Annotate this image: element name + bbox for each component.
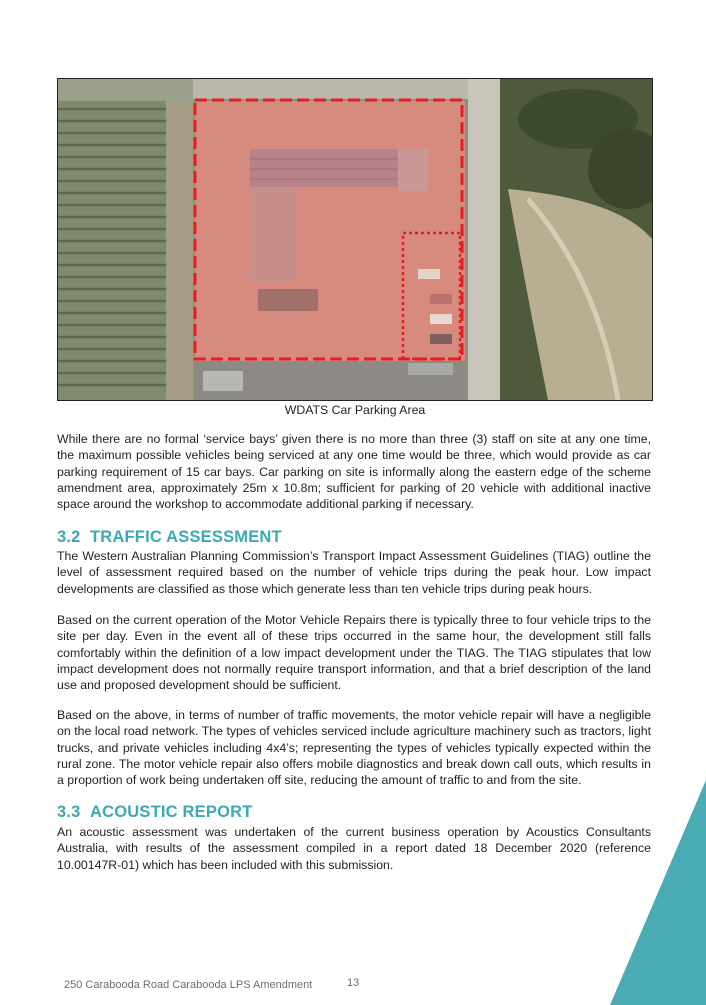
section-number: 3.3 bbox=[57, 803, 81, 821]
corner-accent-triangle bbox=[610, 780, 706, 1005]
section-title: TRAFFIC ASSESSMENT bbox=[90, 528, 282, 546]
tiag-paragraph: The Western Australian Planning Commission’s Transport Impact Assessment Guidelines (TIAG) outline the level of assessment required based on the number of vehicle trips during the peak hour. Low impact developments are classified as those which generate less than ten vehicle trips during peak hours. bbox=[57, 549, 651, 596]
aerial-site-image bbox=[57, 78, 653, 401]
footer-document-title: 250 Carabooda Road Carabooda LPS Amendment bbox=[64, 979, 313, 991]
current-operation-paragraph: Based on the current operation of the Motor Vehicle Repairs there is typically three to four vehicle trips to the site per day. Even in the event all of these trips occurred in the same hour, the development still falls comfortably within the definition of a low impact development under the TIAG. The TIAG stipulates that low impact development does not normally require transport information, and that a brief description of the land use and proposed development should be sufficient. bbox=[57, 613, 651, 693]
traffic-movements-paragraph: Based on the above, in terms of number of traffic movements, the motor vehicle repair will have a negligible on the local road network. The types of vehicles serviced include agriculture machinery such as tractors, light trucks, and private vehicles including 4x4’s; representing the types of vehicles typically expected within the rural zone. The motor vehicle repair also offers mobile diagnostics and break down call outs, which results in a proportion of work being undertaken off site, reducing the amount of traffic to and from the site. bbox=[57, 708, 651, 788]
section-title: ACOUSTIC REPORT bbox=[90, 803, 253, 821]
section-heading-traffic bbox=[57, 528, 282, 547]
parking-paragraph: While there are no formal ‘service bays’ given there is no more than three (3) staff on site at any one time, the maximum possible vehicles being serviced at any one time would be three, which would provide as car parking requirement of 15 car bays. Car parking on site is informally along the eastern edge of the scheme amendment area, approximately 25m x 10.8m; sufficient for parking of 20 vehicle with additional inactive space around the workshop to accommodate additional parking if necessary. bbox=[57, 432, 651, 512]
page-number: 13 bbox=[347, 977, 360, 989]
section-number: 3.2 bbox=[57, 528, 81, 546]
figure-caption: WDATS Car Parking Area bbox=[284, 403, 426, 417]
section-heading-acoustic bbox=[57, 803, 253, 822]
acoustic-paragraph: An acoustic assessment was undertaken of the current business operation by Acoustics Consultants Australia, with results of the assessment compiled in a report dated 18 December 2020 (reference 10.00147R-01) which has been included with this submission. bbox=[57, 825, 651, 872]
